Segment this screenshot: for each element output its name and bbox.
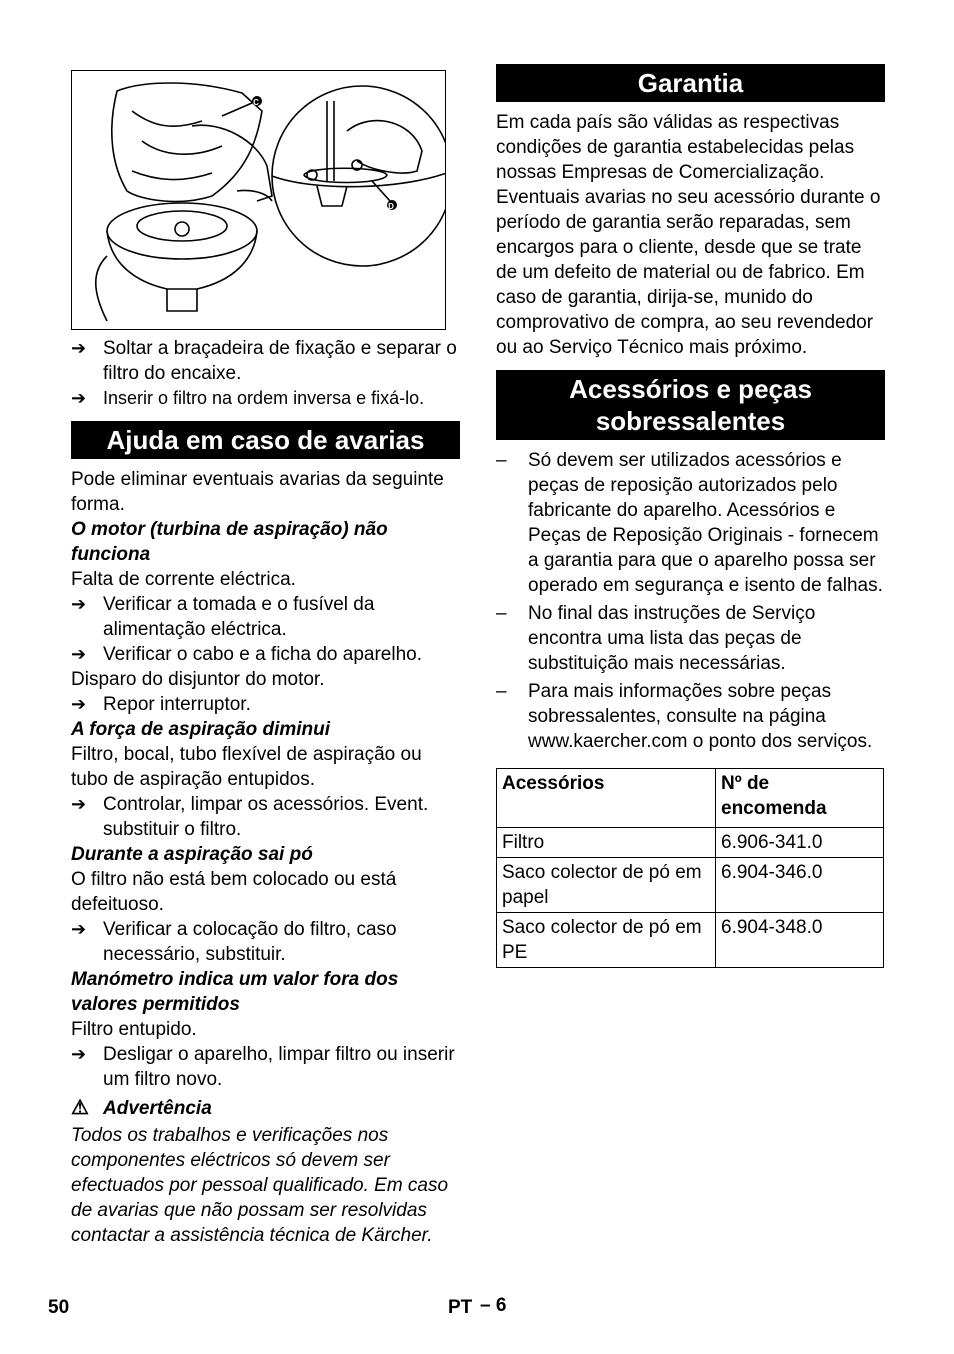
arrow-icon: ➔ [71, 594, 87, 614]
subhead-suction: A força de aspiração diminui [71, 719, 331, 740]
step-insert-filter: ➔ Inserir o filtro na ordem inversa e fixá-lo. [71, 386, 460, 411]
footer-lang: PT [448, 1297, 473, 1318]
table-row: Filtro 6.906-341.0 [497, 828, 884, 858]
arrow-icon: ➔ [71, 694, 87, 714]
list-item: – Só devem ser utilizados acessórios e peças de reposição autorizados pelo fabricante do aparelho. Acessórios e Peças de Reposição Originais - fornecem a garantia para que o aparelho possa ser operado em segurança e isento de falhas. [496, 450, 883, 596]
list-item: – No final das instruções de Serviço encontra uma lista das peças de substituição mais necessárias. [496, 603, 816, 674]
arrow-icon: ➔ [71, 388, 87, 408]
accessories-table [496, 768, 884, 968]
table-header-row [497, 769, 884, 828]
step-reset-switch: ➔ Repor interruptor. [71, 694, 251, 715]
arrow-icon: ➔ [71, 919, 87, 939]
table-header: Acessórios [497, 769, 716, 828]
cause-breaker: Disparo do disjuntor do motor. [71, 669, 325, 690]
heading-troubleshooting: Ajuda em caso de avarias [71, 421, 460, 459]
troubleshooting-intro: Pode eliminar eventuais avarias da seguinte forma. [71, 469, 444, 515]
subhead-motor: O motor (turbina de aspiração) não funciona [71, 519, 388, 565]
step-switch-off: ➔ Desligar o aparelho, limpar filtro ou inserir um filtro novo. [71, 1044, 455, 1090]
heading-accessories: Acessórios e peças sobressalentes [496, 370, 885, 440]
warranty-text: Em cada país são válidas as respectivas condições de garantia estabelecidas pelas nossas Empresas de Comercialização. Eventuais avarias no seu acessório durante o período de garantia serão reparadas, sem encargos para o cliente, desde que se trate de um defeito de material ou de fabrico. Em caso de garantia, dirija-se, munido do comprovativo de compra, ao seu revendedor ou ao Serviço Técnico mais próximo. [496, 112, 881, 358]
warning-icon: ⚠ [71, 1097, 89, 1119]
filter-illustration [71, 70, 446, 330]
right-column [496, 64, 885, 968]
step-check-socket: ➔ Verificar a tomada e o fusível da alimentação eléctrica. [71, 594, 375, 640]
step-check-accessories: ➔ Controlar, limpar os acessórios. Event. substituir o filtro. [71, 794, 429, 840]
cause-filter-defect: O filtro não está bem colocado ou está defeituoso. [71, 869, 397, 915]
filter-drawing [72, 71, 445, 329]
warning-heading: ⚠ Advertência [71, 1097, 212, 1119]
cause-clogged: Filtro, bocal, tubo flexível de aspiração ou tubo de aspiração entupidos. [71, 744, 422, 790]
heading-warranty: Garantia [496, 64, 885, 102]
arrow-icon: ➔ [71, 794, 87, 814]
subhead-manometer: Manómetro indica um valor fora dos valores permitidos [71, 969, 399, 1015]
left-column [71, 70, 460, 1248]
page-number: 50 [48, 1297, 70, 1318]
step-check-filter: ➔ Verificar a colocação do filtro, caso necessário, substituir. [71, 919, 397, 965]
arrow-icon: ➔ [71, 644, 87, 664]
arrow-icon: ➔ [71, 1044, 87, 1064]
label-d: D [388, 202, 394, 211]
footer-section: – 6 [480, 1295, 507, 1316]
list-item: – Para mais informações sobre peças sobressalentes, consulte na página www.kaercher.com o ponto dos serviços. [496, 681, 873, 752]
arrow-icon: ➔ [71, 338, 87, 358]
cause-no-power: Falta de corrente eléctrica. [71, 569, 296, 590]
step-release-clamp: ➔ Soltar a braçadeira de fixação e separar o filtro do encaixe. [71, 338, 457, 384]
table-header: Nº de encomenda [716, 769, 884, 828]
warning-text: Todos os trabalhos e verificações nos componentes eléctricos só devem ser efectuados por pessoal qualificado. Em caso de avarias que não possam ser resolvidas contactar a assistência técnica de Kärcher. [71, 1125, 449, 1246]
label-c: C [253, 98, 259, 107]
step-check-cable: ➔ Verificar o cabo e a ficha do aparelho. [71, 644, 422, 665]
table-row: Saco colector de pó em PE 6.904-348.0 [497, 913, 884, 968]
subhead-dust: Durante a aspiração sai pó [71, 844, 313, 865]
table-row: Saco colector de pó em papel 6.904-346.0 [497, 858, 884, 913]
cause-filter-clogged: Filtro entupido. [71, 1019, 197, 1040]
